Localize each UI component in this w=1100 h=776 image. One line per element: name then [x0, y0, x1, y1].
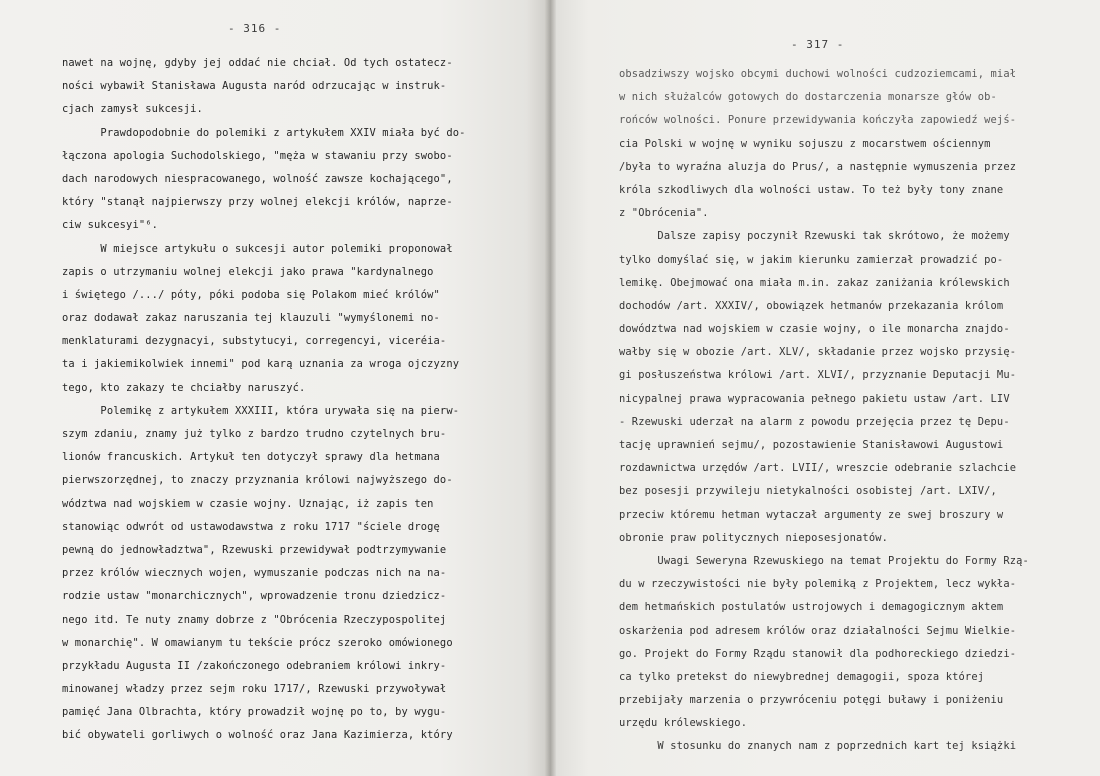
text-line: i świętego /.../ póty, póki podoba się Polakom mieć królów": [62, 288, 440, 301]
text-line: ciw sukcesyi"⁶.: [62, 219, 159, 232]
text-line: ca tylko pretekst do niewybrednej demagogii, spoza której: [619, 670, 985, 683]
text-line: tego, kto zakazy te chciałby naruszyć.: [62, 381, 306, 394]
text-line: szym zdaniu, znamy już tylko z bardzo trudno czytelnych bru-: [62, 428, 447, 440]
text-line: gi posłuszeństwa królowi /art. XLVI/, przyznanie Deputacji Mu-: [619, 369, 1017, 382]
text-line: dochodów /art. XXXIV/, obowiązek hetmanów przekazania królom: [619, 299, 1004, 312]
text-line: urzędu królewskiego.: [619, 717, 748, 730]
text-line: ności wybawił Stanisława Augusta naród odrzucając w instruk-: [62, 80, 447, 93]
text-line: go. Projekt do Formy Rządu stanowił dla podhoreckiego dziedzi-: [619, 647, 1017, 660]
text-line: dem hetmańskich postulatów ustrojowych i demagogicznym aktem: [619, 601, 1004, 614]
text-line: łączona apologia Suchodolskiego, "męża w stawaniu przy swobo-: [62, 149, 453, 162]
left-page: [0, 0, 548, 776]
text-line: króla szkodliwych dla wolności ustaw. To też były tony znane: [619, 183, 1004, 196]
text-line: oraz dodawał zakaz naruszania tej klauzuli "wymyślonemi no-: [62, 312, 440, 325]
text-line: Prawdopodobnie do polemiki z artykułem XXIV miała być do-: [62, 126, 466, 139]
text-line: tację uprawnień sejmu/, pozostawienie Stanisławowi Augustowi: [619, 439, 1004, 451]
text-line: menklaturami dezygnacyi, substytucyi, corregencyi, viceréia-: [62, 335, 447, 348]
left-page-text: [62, 52, 502, 748]
text-line: Uwagi Seweryna Rzewuskiego na temat Projektu do Formy Rzą-: [619, 554, 1029, 567]
text-line: przeciw któremu hetman wytaczał argumenty ze swej broszury w: [619, 508, 1004, 521]
text-line: rodzie ustaw "monarchicznych", wprowadzenie tronu dziedzicz-: [62, 590, 447, 603]
text-line: Dalsze zapisy poczynił Rzewuski tak skrótowo, że możemy: [619, 230, 1010, 243]
text-line: przykładu Augusta II /zakończonego odebraniem królowi inkry-: [62, 659, 447, 672]
text-line: wództwa nad wojskiem w czasie wojny. Uznając, iż zapis ten: [62, 497, 434, 510]
text-line: ta i jakiemikolwiek innemi" pod karą uznania za wroga ojczyzny: [62, 358, 460, 371]
text-line: tylko domyślać się, w jakim kierunku zamierzał prowadzić po-: [619, 253, 1004, 266]
page-number-left: - 316 -: [228, 22, 282, 35]
text-line: obronie praw politycznych nieposesjonatów.: [619, 531, 889, 544]
text-line: bez posesji przywileju nietykalności osobistej /art. LXIV/,: [619, 485, 997, 498]
right-page-text: [619, 63, 1059, 759]
text-line: przez królów wiecznych wojen, wymuszanie podczas nich na na-: [62, 567, 447, 580]
text-line: rozdawnictwa urzędów /art. LVII/, wreszcie odebranie szlachcie: [619, 462, 1017, 475]
text-line: w monarchię". W omawianym tu tekście prócz szeroko omówionego: [62, 636, 453, 649]
text-line: Polemikę z artykułem XXXIII, która urywała się na pierw-: [62, 404, 460, 417]
text-line: du w rzeczywistości nie były polemiką z Projektem, lecz wykła-: [619, 578, 1017, 591]
text-line: obsadziwszy wojsko obcymi duchowi wolności cudzoziemcami, miał: [619, 68, 1017, 80]
text-line: który "stanął najpierwszy przy wolnej elekcji królów, naprze-: [62, 196, 453, 209]
text-line: rońców wolności. Ponure przewidywania kończyła zapowiedź wejś-: [619, 114, 1017, 127]
text-line: lionów francuskich. Artykuł ten dotyczył sprawy dla hetmana: [62, 451, 440, 464]
text-line: bić obywateli gorliwych o wolność oraz Jana Kazimierza, który: [62, 729, 453, 742]
text-line: cjach zamysł sukcesji.: [62, 103, 203, 116]
text-line: wałby się w obozie /art. XLV/, składanie przez wojsko przysię-: [619, 346, 1017, 359]
text-line: cia Polski w wojnę w wyniku sojuszu z mocarstwem ościennym: [619, 137, 991, 150]
text-line: stanowiąc odwrót od ustawodawstwa z roku 1717 "ściele drogę: [62, 520, 440, 533]
text-line: pierwszorzędnej, to znaczy przyznania królowi najwyższego do-: [62, 474, 453, 487]
text-line: z "Obrócenia".: [619, 207, 709, 220]
page-number-right: - 317 -: [791, 38, 845, 51]
text-line: dowództwa nad wojskiem w czasie wojny, o ile monarcha znajdo-: [619, 323, 1010, 336]
text-line: W miejsce artykułu o sukcesji autor polemiki proponował: [62, 242, 453, 255]
text-line: minowanej władzy przez sejm roku 1717/, Rzewuski przywoływał: [62, 683, 447, 696]
text-line: w nich służalców gotowych do dostarczenia monarsze głów ob-: [619, 91, 997, 104]
text-line: nicypalnej prawa wypracowania pełnego pakietu ustaw /art. LIV: [619, 392, 1010, 405]
text-line: pamięć Jana Olbrachta, który prowadził wojnę po to, by wygu-: [62, 706, 447, 719]
text-line: nawet na wojnę, gdyby jej oddać nie chciał. Od tych ostatecz-: [62, 57, 453, 69]
text-line: - Rzewuski uderzał na alarm z powodu przejęcia przez tę Depu-: [619, 415, 1010, 428]
right-page: [556, 0, 1100, 776]
text-line: nego itd. Te nuty znamy dobrze z "Obrócenia Rzeczypospolitej: [62, 613, 447, 626]
text-line: przebijały marzenia o przywróceniu potęgi buławy i poniżeniu: [619, 694, 1004, 707]
text-line: oskarżenia pod adresem królów oraz działalności Sejmu Wielkie-: [619, 624, 1017, 637]
text-line: dach narodowych niespracowanego, wolność zawsze kochającego",: [62, 172, 453, 185]
text-line: lemikę. Obejmować ona miała m.in. zakaz zaniżania królewskich: [619, 276, 1010, 289]
text-line: W stosunku do znanych nam z poprzednich kart tej książki: [619, 740, 1017, 753]
text-line: /była to wyraźna aluzja do Prus/, a następnie wymuszenia przez: [619, 160, 1017, 173]
text-line: zapis o utrzymaniu wolnej elekcji jako prawa "kardynalnego: [62, 265, 434, 278]
text-line: pewną do jednowładztwa", Rzewuski przewidywał podtrzymywanie: [62, 543, 447, 556]
